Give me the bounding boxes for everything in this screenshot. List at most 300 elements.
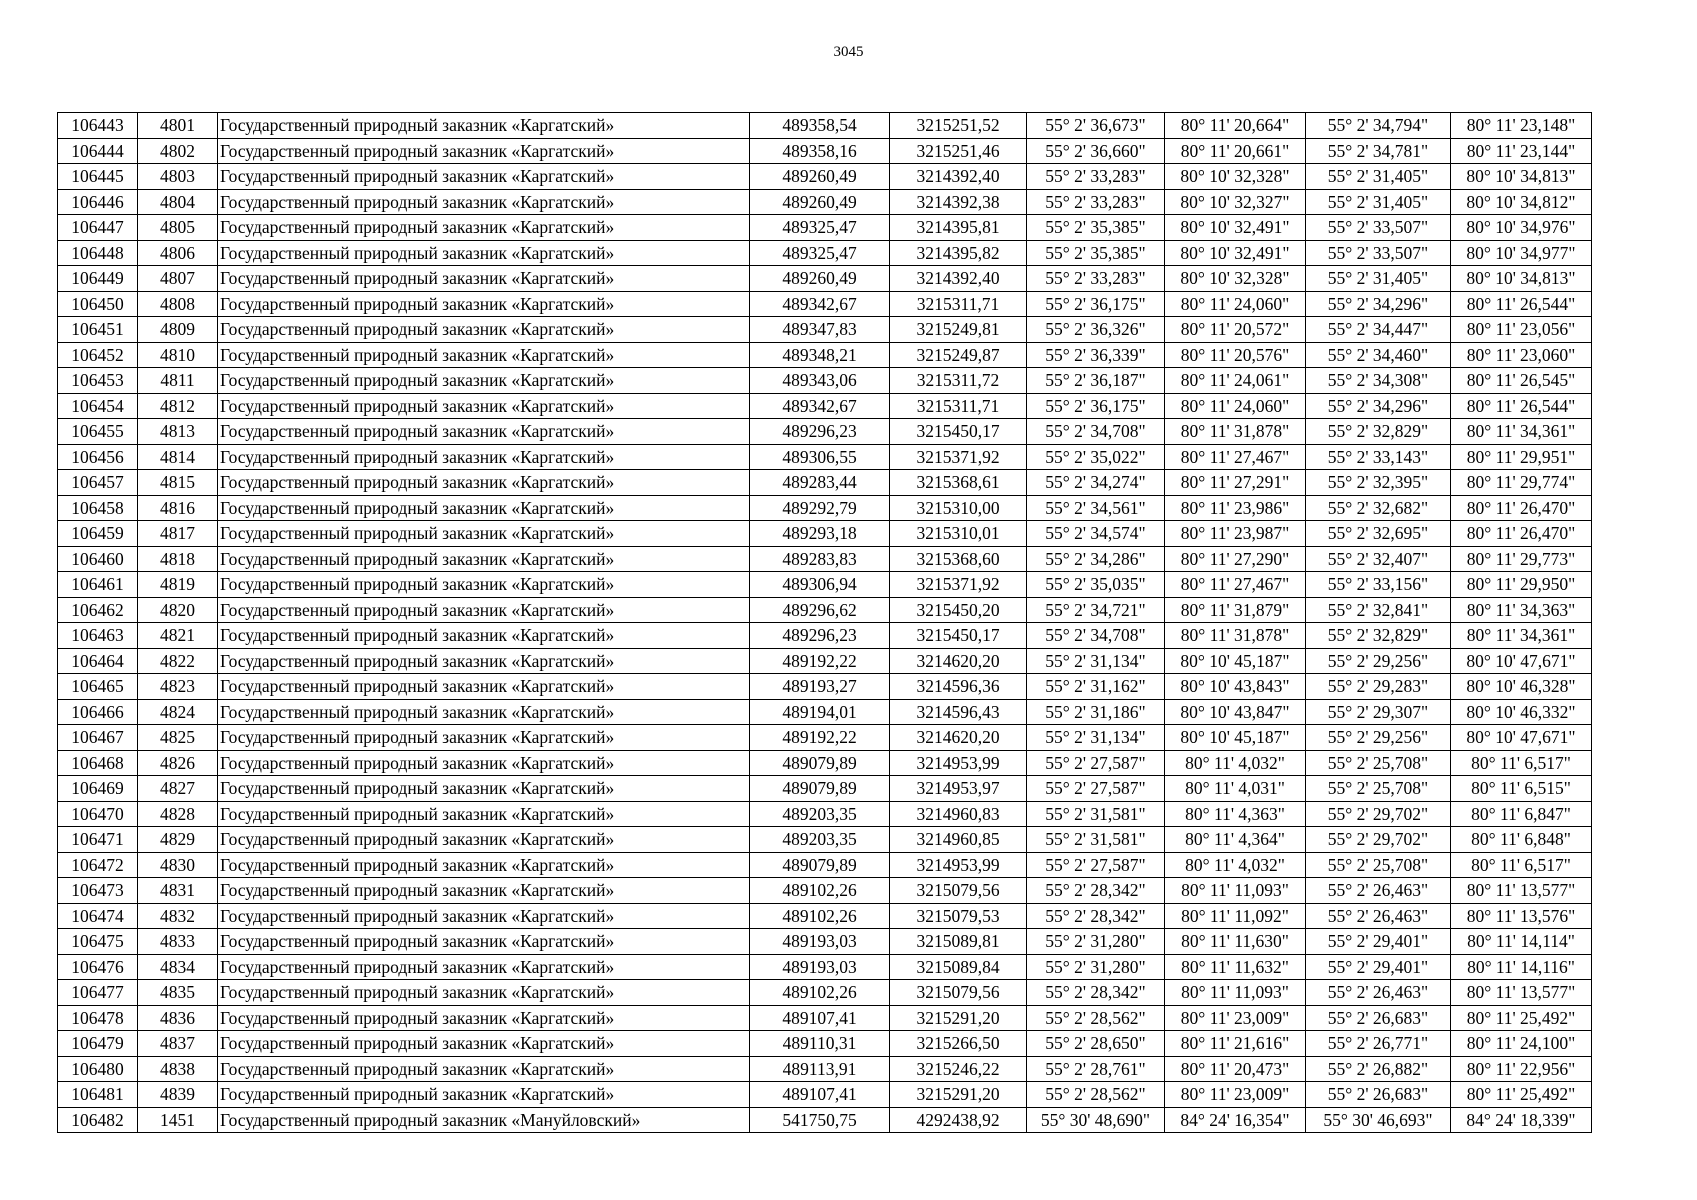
x-coordinate-cell: 489296,23: [750, 419, 890, 445]
row-id-cell: 106467: [58, 725, 138, 751]
row-id-cell: 106457: [58, 470, 138, 496]
longitude-2-cell: 80° 11' 26,470": [1451, 521, 1592, 547]
latitude-1-cell: 55° 2' 34,574": [1027, 521, 1165, 547]
point-number-cell: 4820: [138, 597, 218, 623]
point-number-cell: 4826: [138, 750, 218, 776]
longitude-2-cell: 80° 11' 29,773": [1451, 546, 1592, 572]
longitude-2-cell: 80° 11' 14,114": [1451, 929, 1592, 955]
latitude-1-cell: 55° 2' 35,035": [1027, 572, 1165, 598]
object-name-cell: Государственный природный заказник «Каргатский»: [218, 903, 750, 929]
y-coordinate-cell: 3215371,92: [890, 444, 1027, 470]
longitude-2-cell: 80° 10' 47,671": [1451, 648, 1592, 674]
object-name-cell: Государственный природный заказник «Каргатский»: [218, 1031, 750, 1057]
y-coordinate-cell: 3215311,72: [890, 368, 1027, 394]
point-number-cell: 4805: [138, 215, 218, 241]
longitude-1-cell: 80° 11' 4,364": [1165, 827, 1306, 853]
x-coordinate-cell: 489079,89: [750, 750, 890, 776]
y-coordinate-cell: 3215450,20: [890, 597, 1027, 623]
x-coordinate-cell: 489296,23: [750, 623, 890, 649]
longitude-1-cell: 80° 11' 24,060": [1165, 393, 1306, 419]
point-number-cell: 4814: [138, 444, 218, 470]
object-name-cell: Государственный природный заказник «Каргатский»: [218, 954, 750, 980]
latitude-1-cell: 55° 2' 28,650": [1027, 1031, 1165, 1057]
x-coordinate-cell: 489260,49: [750, 189, 890, 215]
table-row: [58, 470, 1592, 496]
latitude-1-cell: 55° 2' 34,286": [1027, 546, 1165, 572]
y-coordinate-cell: 3215368,61: [890, 470, 1027, 496]
latitude-2-cell: 55° 2' 34,781": [1306, 138, 1451, 164]
row-id-cell: 106475: [58, 929, 138, 955]
longitude-2-cell: 80° 11' 25,492": [1451, 1082, 1592, 1108]
longitude-2-cell: 80° 11' 34,361": [1451, 419, 1592, 445]
latitude-1-cell: 55° 2' 27,587": [1027, 852, 1165, 878]
point-number-cell: 1451: [138, 1107, 218, 1133]
longitude-1-cell: 80° 11' 11,092": [1165, 903, 1306, 929]
latitude-2-cell: 55° 2' 34,460": [1306, 342, 1451, 368]
longitude-1-cell: 80° 11' 11,093": [1165, 980, 1306, 1006]
row-id-cell: 106459: [58, 521, 138, 547]
latitude-2-cell: 55° 2' 29,256": [1306, 648, 1451, 674]
object-name-cell: Государственный природный заказник «Каргатский»: [218, 215, 750, 241]
latitude-1-cell: 55° 2' 35,385": [1027, 215, 1165, 241]
longitude-2-cell: 80° 10' 34,976": [1451, 215, 1592, 241]
latitude-2-cell: 55° 2' 34,296": [1306, 291, 1451, 317]
y-coordinate-cell: 3214953,99: [890, 852, 1027, 878]
longitude-2-cell: 80° 11' 13,577": [1451, 878, 1592, 904]
latitude-2-cell: 55° 2' 25,708": [1306, 776, 1451, 802]
x-coordinate-cell: 489283,83: [750, 546, 890, 572]
object-name-cell: Государственный природный заказник «Каргатский»: [218, 725, 750, 751]
latitude-2-cell: 55° 2' 26,463": [1306, 878, 1451, 904]
longitude-1-cell: 80° 11' 27,467": [1165, 444, 1306, 470]
x-coordinate-cell: 489283,44: [750, 470, 890, 496]
table-row: [58, 776, 1592, 802]
x-coordinate-cell: 489194,01: [750, 699, 890, 725]
object-name-cell: Государственный природный заказник «Каргатский»: [218, 419, 750, 445]
point-number-cell: 4835: [138, 980, 218, 1006]
table-row: [58, 878, 1592, 904]
y-coordinate-cell: 3215368,60: [890, 546, 1027, 572]
latitude-1-cell: 55° 2' 28,562": [1027, 1082, 1165, 1108]
y-coordinate-cell: 3215249,81: [890, 317, 1027, 343]
latitude-2-cell: 55° 2' 33,507": [1306, 215, 1451, 241]
latitude-2-cell: 55° 2' 29,702": [1306, 827, 1451, 853]
longitude-1-cell: 80° 10' 32,491": [1165, 240, 1306, 266]
point-number-cell: 4812: [138, 393, 218, 419]
longitude-1-cell: 84° 24' 16,354": [1165, 1107, 1306, 1133]
longitude-2-cell: 80° 11' 14,116": [1451, 954, 1592, 980]
table-row: [58, 674, 1592, 700]
x-coordinate-cell: 489102,26: [750, 878, 890, 904]
longitude-2-cell: 80° 11' 24,100": [1451, 1031, 1592, 1057]
row-id-cell: 106474: [58, 903, 138, 929]
longitude-2-cell: 80° 11' 23,144": [1451, 138, 1592, 164]
longitude-1-cell: 80° 10' 32,328": [1165, 266, 1306, 292]
point-number-cell: 4810: [138, 342, 218, 368]
row-id-cell: 106481: [58, 1082, 138, 1108]
longitude-1-cell: 80° 11' 27,467": [1165, 572, 1306, 598]
row-id-cell: 106448: [58, 240, 138, 266]
latitude-1-cell: 55° 2' 36,175": [1027, 291, 1165, 317]
longitude-1-cell: 80° 11' 20,576": [1165, 342, 1306, 368]
table-row: [58, 393, 1592, 419]
object-name-cell: Государственный природный заказник «Каргатский»: [218, 827, 750, 853]
object-name-cell: Государственный природный заказник «Каргатский»: [218, 1082, 750, 1108]
y-coordinate-cell: 3214960,83: [890, 801, 1027, 827]
row-id-cell: 106470: [58, 801, 138, 827]
y-coordinate-cell: 3214953,97: [890, 776, 1027, 802]
point-number-cell: 4821: [138, 623, 218, 649]
y-coordinate-cell: 3214596,36: [890, 674, 1027, 700]
table-row: [58, 113, 1592, 139]
latitude-2-cell: 55° 2' 26,882": [1306, 1056, 1451, 1082]
row-id-cell: 106446: [58, 189, 138, 215]
row-id-cell: 106471: [58, 827, 138, 853]
object-name-cell: Государственный природный заказник «Каргатский»: [218, 342, 750, 368]
latitude-1-cell: 55° 2' 34,561": [1027, 495, 1165, 521]
row-id-cell: 106466: [58, 699, 138, 725]
latitude-2-cell: 55° 2' 33,156": [1306, 572, 1451, 598]
latitude-2-cell: 55° 2' 29,401": [1306, 954, 1451, 980]
table-row: [58, 444, 1592, 470]
longitude-2-cell: 80° 11' 13,576": [1451, 903, 1592, 929]
longitude-2-cell: 80° 11' 29,950": [1451, 572, 1592, 598]
page-number: 3045: [833, 44, 864, 60]
table-row: [58, 699, 1592, 725]
table-row: [58, 827, 1592, 853]
table-row: [58, 597, 1592, 623]
latitude-2-cell: 55° 2' 32,407": [1306, 546, 1451, 572]
latitude-1-cell: 55° 2' 31,581": [1027, 801, 1165, 827]
object-name-cell: Государственный природный заказник «Каргатский»: [218, 980, 750, 1006]
latitude-1-cell: 55° 2' 27,587": [1027, 750, 1165, 776]
point-number-cell: 4804: [138, 189, 218, 215]
latitude-1-cell: 55° 2' 28,342": [1027, 878, 1165, 904]
y-coordinate-cell: 3215310,00: [890, 495, 1027, 521]
x-coordinate-cell: 489348,21: [750, 342, 890, 368]
latitude-1-cell: 55° 2' 36,660": [1027, 138, 1165, 164]
longitude-1-cell: 80° 11' 20,661": [1165, 138, 1306, 164]
table-row: [58, 1031, 1592, 1057]
latitude-2-cell: 55° 2' 29,256": [1306, 725, 1451, 751]
object-name-cell: Государственный природный заказник «Каргатский»: [218, 878, 750, 904]
object-name-cell: Государственный природный заказник «Каргатский»: [218, 266, 750, 292]
x-coordinate-cell: 489293,18: [750, 521, 890, 547]
latitude-1-cell: 55° 2' 35,385": [1027, 240, 1165, 266]
longitude-2-cell: 80° 11' 23,060": [1451, 342, 1592, 368]
longitude-1-cell: 80° 11' 11,093": [1165, 878, 1306, 904]
longitude-2-cell: 80° 10' 47,671": [1451, 725, 1592, 751]
object-name-cell: Государственный природный заказник «Каргатский»: [218, 521, 750, 547]
table-row: [58, 495, 1592, 521]
longitude-2-cell: 80° 10' 34,812": [1451, 189, 1592, 215]
latitude-1-cell: 55° 2' 34,708": [1027, 623, 1165, 649]
y-coordinate-cell: 3215079,56: [890, 878, 1027, 904]
latitude-1-cell: 55° 2' 28,761": [1027, 1056, 1165, 1082]
latitude-1-cell: 55° 2' 34,708": [1027, 419, 1165, 445]
latitude-1-cell: 55° 2' 33,283": [1027, 189, 1165, 215]
table-row: [58, 215, 1592, 241]
longitude-1-cell: 80° 11' 27,291": [1165, 470, 1306, 496]
row-id-cell: 106480: [58, 1056, 138, 1082]
table-row: [58, 1107, 1592, 1133]
object-name-cell: Государственный природный заказник «Каргатский»: [218, 368, 750, 394]
table-row: [58, 266, 1592, 292]
y-coordinate-cell: 3214960,85: [890, 827, 1027, 853]
x-coordinate-cell: 489325,47: [750, 215, 890, 241]
object-name-cell: Государственный природный заказник «Каргатский»: [218, 1005, 750, 1031]
y-coordinate-cell: 3215079,56: [890, 980, 1027, 1006]
longitude-1-cell: 80° 11' 23,986": [1165, 495, 1306, 521]
latitude-2-cell: 55° 2' 34,308": [1306, 368, 1451, 394]
row-id-cell: 106462: [58, 597, 138, 623]
latitude-1-cell: 55° 2' 31,162": [1027, 674, 1165, 700]
table-row: [58, 623, 1592, 649]
latitude-1-cell: 55° 2' 31,280": [1027, 929, 1165, 955]
longitude-2-cell: 80° 11' 29,951": [1451, 444, 1592, 470]
table-row: [58, 240, 1592, 266]
row-id-cell: 106461: [58, 572, 138, 598]
table-row: [58, 929, 1592, 955]
y-coordinate-cell: 3214395,81: [890, 215, 1027, 241]
latitude-2-cell: 55° 2' 29,401": [1306, 929, 1451, 955]
object-name-cell: Государственный природный заказник «Каргатский»: [218, 597, 750, 623]
x-coordinate-cell: 489102,26: [750, 980, 890, 1006]
point-number-cell: 4819: [138, 572, 218, 598]
object-name-cell: Государственный природный заказник «Каргатский»: [218, 648, 750, 674]
coordinates-table: [57, 112, 1592, 1133]
latitude-1-cell: 55° 2' 34,721": [1027, 597, 1165, 623]
object-name-cell: Государственный природный заказник «Каргатский»: [218, 801, 750, 827]
longitude-1-cell: 80° 11' 4,363": [1165, 801, 1306, 827]
y-coordinate-cell: 3214392,40: [890, 164, 1027, 190]
longitude-1-cell: 80° 11' 20,572": [1165, 317, 1306, 343]
latitude-1-cell: 55° 2' 36,187": [1027, 368, 1165, 394]
x-coordinate-cell: 489358,16: [750, 138, 890, 164]
point-number-cell: 4813: [138, 419, 218, 445]
table-row: [58, 801, 1592, 827]
latitude-2-cell: 55° 2' 29,283": [1306, 674, 1451, 700]
point-number-cell: 4806: [138, 240, 218, 266]
longitude-1-cell: 80° 11' 27,290": [1165, 546, 1306, 572]
table-row: [58, 521, 1592, 547]
row-id-cell: 106468: [58, 750, 138, 776]
longitude-1-cell: 80° 10' 32,327": [1165, 189, 1306, 215]
longitude-1-cell: 80° 11' 20,664": [1165, 113, 1306, 139]
row-id-cell: 106455: [58, 419, 138, 445]
longitude-2-cell: 80° 11' 6,515": [1451, 776, 1592, 802]
longitude-1-cell: 80° 11' 4,032": [1165, 750, 1306, 776]
latitude-1-cell: 55° 2' 31,134": [1027, 648, 1165, 674]
table-row: [58, 725, 1592, 751]
object-name-cell: Государственный природный заказник «Каргатский»: [218, 240, 750, 266]
latitude-2-cell: 55° 2' 31,405": [1306, 189, 1451, 215]
object-name-cell: Государственный природный заказник «Каргатский»: [218, 572, 750, 598]
point-number-cell: 4802: [138, 138, 218, 164]
x-coordinate-cell: 489203,35: [750, 801, 890, 827]
x-coordinate-cell: 541750,75: [750, 1107, 890, 1133]
longitude-2-cell: 80° 11' 23,056": [1451, 317, 1592, 343]
row-id-cell: 106464: [58, 648, 138, 674]
point-number-cell: 4803: [138, 164, 218, 190]
object-name-cell: Государственный природный заказник «Каргатский»: [218, 623, 750, 649]
longitude-2-cell: 80° 11' 26,470": [1451, 495, 1592, 521]
table-row: [58, 164, 1592, 190]
longitude-2-cell: 80° 11' 34,363": [1451, 597, 1592, 623]
point-number-cell: 4824: [138, 699, 218, 725]
point-number-cell: 4828: [138, 801, 218, 827]
point-number-cell: 4808: [138, 291, 218, 317]
longitude-1-cell: 80° 10' 45,187": [1165, 725, 1306, 751]
y-coordinate-cell: 3214953,99: [890, 750, 1027, 776]
latitude-2-cell: 55° 2' 34,794": [1306, 113, 1451, 139]
y-coordinate-cell: 3215450,17: [890, 623, 1027, 649]
longitude-1-cell: 80° 10' 43,843": [1165, 674, 1306, 700]
point-number-cell: 4818: [138, 546, 218, 572]
y-coordinate-cell: 3215310,01: [890, 521, 1027, 547]
point-number-cell: 4839: [138, 1082, 218, 1108]
latitude-2-cell: 55° 2' 33,143": [1306, 444, 1451, 470]
object-name-cell: Государственный природный заказник «Каргатский»: [218, 699, 750, 725]
x-coordinate-cell: 489107,41: [750, 1005, 890, 1031]
longitude-1-cell: 80° 10' 43,847": [1165, 699, 1306, 725]
x-coordinate-cell: 489296,62: [750, 597, 890, 623]
point-number-cell: 4833: [138, 929, 218, 955]
object-name-cell: Государственный природный заказник «Каргатский»: [218, 291, 750, 317]
point-number-cell: 4832: [138, 903, 218, 929]
latitude-2-cell: 55° 2' 34,296": [1306, 393, 1451, 419]
y-coordinate-cell: 3214395,82: [890, 240, 1027, 266]
longitude-2-cell: 80° 11' 25,492": [1451, 1005, 1592, 1031]
object-name-cell: Государственный природный заказник «Каргатский»: [218, 393, 750, 419]
row-id-cell: 106449: [58, 266, 138, 292]
longitude-1-cell: 80° 11' 24,061": [1165, 368, 1306, 394]
table-row: [58, 1005, 1592, 1031]
latitude-2-cell: 55° 30' 46,693": [1306, 1107, 1451, 1133]
object-name-cell: Государственный природный заказник «Каргатский»: [218, 929, 750, 955]
longitude-1-cell: 80° 11' 20,473": [1165, 1056, 1306, 1082]
x-coordinate-cell: 489192,22: [750, 648, 890, 674]
table-row: [58, 189, 1592, 215]
y-coordinate-cell: 3215291,20: [890, 1005, 1027, 1031]
longitude-2-cell: 80° 10' 34,813": [1451, 164, 1592, 190]
object-name-cell: Государственный природный заказник «Мануйловский»: [218, 1107, 750, 1133]
object-name-cell: Государственный природный заказник «Каргатский»: [218, 1056, 750, 1082]
point-number-cell: 4816: [138, 495, 218, 521]
longitude-2-cell: 80° 11' 34,361": [1451, 623, 1592, 649]
y-coordinate-cell: 3215089,84: [890, 954, 1027, 980]
x-coordinate-cell: 489079,89: [750, 776, 890, 802]
longitude-1-cell: 80° 11' 23,009": [1165, 1005, 1306, 1031]
y-coordinate-cell: 3215089,81: [890, 929, 1027, 955]
longitude-2-cell: 80° 11' 26,545": [1451, 368, 1592, 394]
y-coordinate-cell: 3215266,50: [890, 1031, 1027, 1057]
x-coordinate-cell: 489193,03: [750, 929, 890, 955]
row-id-cell: 106469: [58, 776, 138, 802]
latitude-1-cell: 55° 2' 36,339": [1027, 342, 1165, 368]
point-number-cell: 4830: [138, 852, 218, 878]
table-row: [58, 1056, 1592, 1082]
point-number-cell: 4827: [138, 776, 218, 802]
point-number-cell: 4822: [138, 648, 218, 674]
row-id-cell: 106477: [58, 980, 138, 1006]
table-row: [58, 546, 1592, 572]
latitude-2-cell: 55° 2' 26,463": [1306, 903, 1451, 929]
x-coordinate-cell: 489342,67: [750, 393, 890, 419]
row-id-cell: 106476: [58, 954, 138, 980]
latitude-1-cell: 55° 2' 36,175": [1027, 393, 1165, 419]
latitude-2-cell: 55° 2' 33,507": [1306, 240, 1451, 266]
object-name-cell: Государственный природный заказник «Каргатский»: [218, 164, 750, 190]
row-id-cell: 106452: [58, 342, 138, 368]
table-row: [58, 291, 1592, 317]
y-coordinate-cell: 3215371,92: [890, 572, 1027, 598]
latitude-2-cell: 55° 2' 32,682": [1306, 495, 1451, 521]
row-id-cell: 106460: [58, 546, 138, 572]
table-body: [58, 113, 1592, 1133]
latitude-2-cell: 55° 2' 29,307": [1306, 699, 1451, 725]
point-number-cell: 4801: [138, 113, 218, 139]
row-id-cell: 106478: [58, 1005, 138, 1031]
y-coordinate-cell: 3214620,20: [890, 725, 1027, 751]
point-number-cell: 4829: [138, 827, 218, 853]
latitude-1-cell: 55° 2' 31,581": [1027, 827, 1165, 853]
latitude-1-cell: 55° 2' 28,562": [1027, 1005, 1165, 1031]
y-coordinate-cell: 3214392,40: [890, 266, 1027, 292]
table-row: [58, 572, 1592, 598]
object-name-cell: Государственный природный заказник «Каргатский»: [218, 138, 750, 164]
y-coordinate-cell: 3215249,87: [890, 342, 1027, 368]
table-row: [58, 368, 1592, 394]
point-number-cell: 4823: [138, 674, 218, 700]
latitude-1-cell: 55° 2' 35,022": [1027, 444, 1165, 470]
y-coordinate-cell: 3215251,46: [890, 138, 1027, 164]
x-coordinate-cell: 489260,49: [750, 266, 890, 292]
point-number-cell: 4825: [138, 725, 218, 751]
latitude-2-cell: 55° 2' 32,829": [1306, 623, 1451, 649]
longitude-1-cell: 80° 11' 23,009": [1165, 1082, 1306, 1108]
latitude-1-cell: 55° 2' 31,186": [1027, 699, 1165, 725]
x-coordinate-cell: 489079,89: [750, 852, 890, 878]
point-number-cell: 4809: [138, 317, 218, 343]
y-coordinate-cell: 3214620,20: [890, 648, 1027, 674]
longitude-2-cell: 80° 10' 34,977": [1451, 240, 1592, 266]
latitude-1-cell: 55° 2' 33,283": [1027, 266, 1165, 292]
row-id-cell: 106443: [58, 113, 138, 139]
longitude-1-cell: 80° 11' 31,878": [1165, 623, 1306, 649]
latitude-2-cell: 55° 2' 32,695": [1306, 521, 1451, 547]
row-id-cell: 106450: [58, 291, 138, 317]
x-coordinate-cell: 489192,22: [750, 725, 890, 751]
x-coordinate-cell: 489107,41: [750, 1082, 890, 1108]
latitude-2-cell: 55° 2' 29,702": [1306, 801, 1451, 827]
latitude-2-cell: 55° 2' 32,841": [1306, 597, 1451, 623]
longitude-2-cell: 80° 11' 26,544": [1451, 393, 1592, 419]
point-number-cell: 4837: [138, 1031, 218, 1057]
table-row: [58, 342, 1592, 368]
object-name-cell: Государственный природный заказник «Каргатский»: [218, 317, 750, 343]
latitude-2-cell: 55° 2' 26,683": [1306, 1082, 1451, 1108]
object-name-cell: Государственный природный заказник «Каргатский»: [218, 674, 750, 700]
longitude-2-cell: 80° 11' 6,848": [1451, 827, 1592, 853]
longitude-2-cell: 80° 11' 13,577": [1451, 980, 1592, 1006]
x-coordinate-cell: 489343,06: [750, 368, 890, 394]
y-coordinate-cell: 3215079,53: [890, 903, 1027, 929]
object-name-cell: Государственный природный заказник «Каргатский»: [218, 444, 750, 470]
longitude-1-cell: 80° 11' 4,031": [1165, 776, 1306, 802]
x-coordinate-cell: 489113,91: [750, 1056, 890, 1082]
longitude-2-cell: 84° 24' 18,339": [1451, 1107, 1592, 1133]
